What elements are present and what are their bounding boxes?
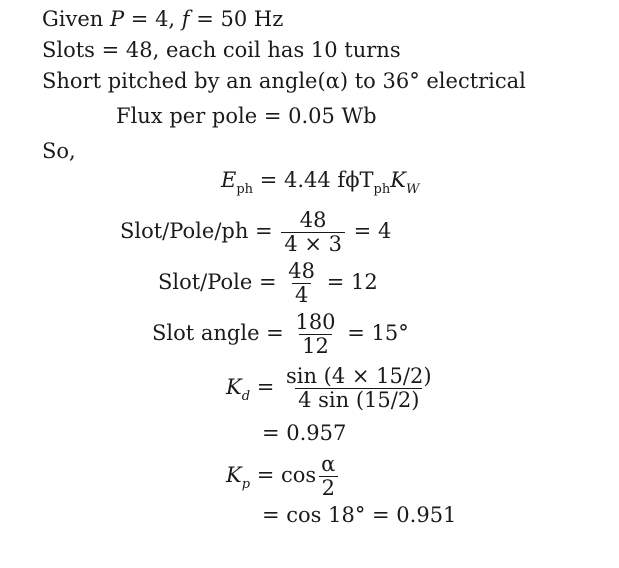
slot-pole-fraction [285, 261, 318, 306]
eph-subscript: ph [236, 182, 254, 197]
fraction-denominator: 2 [319, 476, 338, 499]
cut-off-heading [0, 0, 619, 5]
frequency-symbol: f [181, 7, 190, 31]
fraction-numerator: sin (4 × 15/2) [285, 364, 432, 388]
so-label: So, [42, 139, 76, 163]
frequency-value: = 50 Hz [189, 7, 284, 31]
kd-equation [226, 366, 437, 411]
slot-angle-equation [152, 312, 409, 357]
slot-angle-result: = 15° [340, 321, 409, 345]
eph-equation [221, 168, 420, 197]
eph-symbol: E [221, 168, 237, 192]
kp-subscript: p [241, 477, 251, 492]
eph-rhs: = 4.44 fϕT [253, 168, 374, 192]
slot-angle-label: Slot angle = [152, 321, 291, 345]
fraction-denominator: 4 sin (15/2) [295, 388, 422, 411]
kp-fraction [318, 454, 338, 499]
given-line [42, 9, 283, 30]
fraction-denominator: 12 [299, 334, 332, 357]
kd-symbol: K [226, 375, 242, 399]
kd-fraction [283, 366, 435, 411]
kp-symbol: K [226, 463, 242, 487]
kp-equation [226, 454, 340, 499]
slot-angle-fraction [292, 312, 338, 357]
kw-symbol: K [390, 168, 406, 192]
kd-value: = 0.957 [262, 421, 347, 445]
short-pitch-line: Short pitched by an angle(α) to 36° electrical [42, 69, 526, 93]
tph-subscript: ph [373, 182, 391, 197]
poles-value: = 4, [124, 7, 182, 31]
kp-equals-cos: = cos [250, 463, 317, 487]
flux-line: Flux per pole = 0.05 Wb [116, 104, 377, 128]
fraction-denominator: 4 [292, 283, 311, 306]
kp-value: = cos 18° = 0.951 [262, 503, 457, 527]
kd-subscript: d [241, 389, 251, 404]
slot-pole-label: Slot/Pole = [158, 270, 284, 294]
fraction-numerator: 48 [299, 208, 327, 232]
slot-pole-ph-result: = 4 [347, 219, 392, 243]
fraction-denominator: 4 × 3 [281, 232, 345, 255]
slots-line: Slots = 48, each coil has 10 turns [42, 38, 401, 62]
fraction-numerator: 180 [295, 310, 336, 334]
kw-subscript: W [405, 182, 420, 197]
slot-pole-ph-label: Slot/Pole/ph = [120, 219, 280, 243]
poles-symbol: P [109, 7, 125, 31]
fraction-numerator: α [321, 452, 336, 476]
fraction-numerator: 48 [288, 259, 316, 283]
slot-pole-equation [158, 261, 378, 306]
slot-pole-result: = 12 [320, 270, 378, 294]
slot-pole-ph-fraction [281, 210, 345, 255]
given-prefix: Given [42, 7, 110, 31]
slot-pole-ph-equation [120, 210, 391, 255]
kd-equals: = [250, 375, 281, 399]
